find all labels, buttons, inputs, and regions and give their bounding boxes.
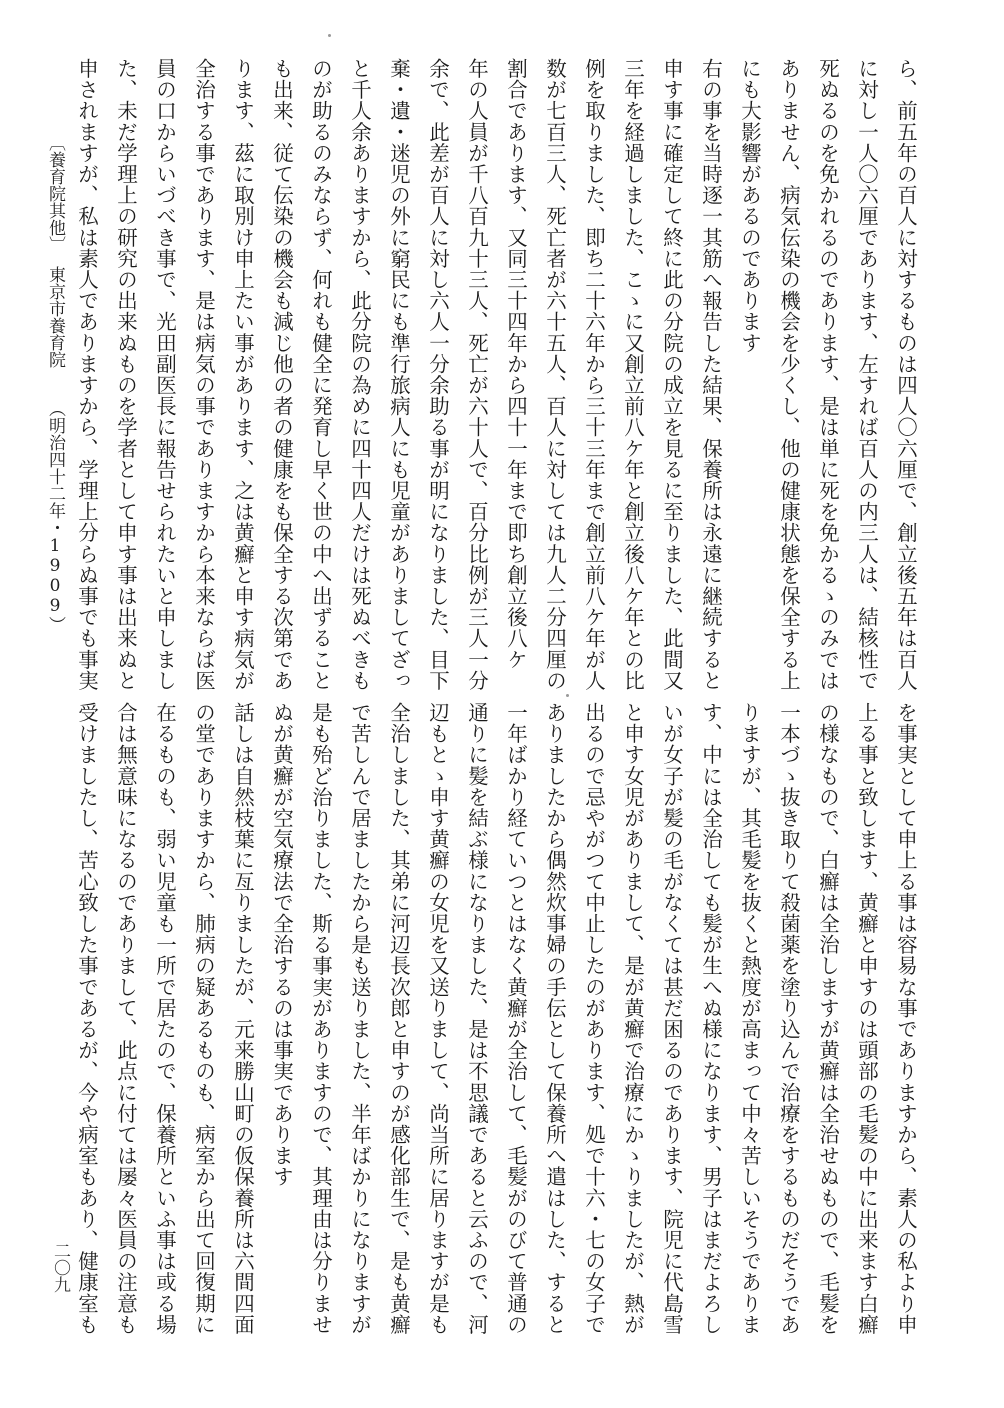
- text-column: と千人余ありますから、此分院の為めに四十四人だけは死ぬべきも: [347, 58, 372, 691]
- text-column: 話しは自然枝葉に亙りましたが、元来勝山町の仮保養所は六間四面: [230, 702, 255, 1335]
- section-header: 〔養育院其他〕: [45, 134, 65, 253]
- text-column: 員の口からいづべき事で、光田副医長に報告せられたいと申しまし: [152, 58, 177, 691]
- text-column: も出来、従て伝染の機会も減じ他の者の健康をも保全する次第であ: [269, 58, 294, 691]
- text-column: す、中には全治しても髪が生へぬ様になります、男子はまだよろし: [698, 702, 723, 1335]
- text-column: ら、前五年の百人に対するものは四人〇六厘で、創立後五年は百人: [893, 58, 918, 691]
- text-column: と申す女児がありまして、是が黄癬で治療にかゝりましたが、熱が: [620, 702, 645, 1335]
- text-column: いが女子が髪の毛がなくては甚だ困るのであります、院児に代島雪: [659, 702, 684, 1335]
- paper-speck: [566, 694, 569, 697]
- text-column: 全治する事であります、是は病気の事でありますから本来ならば医: [191, 58, 216, 691]
- text-column: にも大影響があるのであります: [737, 58, 762, 354]
- text-column: 申す事に確定して終に此の分院の成立を見るに至りました、此間又: [659, 58, 684, 691]
- text-column: 出るので忌やがつて中止したのがあります、処で十六・七の女子で: [581, 702, 606, 1335]
- text-column: ります、茲に取別け申上たい事があります、之は黄癬と申す病気が: [230, 58, 255, 691]
- text-column: 数が七百三人、死亡者が六十五人、百人に対しては九人二分四厘の: [542, 58, 567, 691]
- text-column: 是も殆ど治りました、斯る事実がありますので、其理由は分りませ: [308, 702, 333, 1335]
- text-column: りますが、其毛髪を抜くと熱度が高まって中々苦しいそうでありま: [737, 702, 762, 1335]
- text-column: 例を取りました、即ち二十六年から三十三年まで創立前八ケ年が人: [581, 58, 606, 691]
- page-number: 二〇九: [50, 1242, 70, 1293]
- text-column: を事実として申上る事は容易な事でありますから、素人の私より申: [893, 702, 918, 1335]
- text-column: ぬが黄癬が空気療法で全治するのは事実であります: [269, 702, 294, 1188]
- text-column: 通りに髪を結ぶ様になりました、是は不思議であると云ふので、河: [464, 702, 489, 1335]
- date-header: （明治四十二年・1909）: [45, 400, 65, 633]
- text-column: 死ぬるのを免かれるのであります、是は単に死を免かるゝのみでは: [815, 58, 840, 691]
- text-column: 合は無意味になるのでありまして、此点に付ては屡々医員の注意も: [113, 702, 138, 1335]
- text-column: 三年を経過しました、こゝに又創立前八ケ年と創立後八ケ年との比: [620, 58, 645, 691]
- text-column: 在るものも、弱い児童も一所で居たので、保養所といふ事は或る場: [152, 702, 177, 1335]
- text-column: 申されますが、私は素人でありますから、学理上分らぬ事でも事実: [74, 58, 99, 691]
- text-column: た、未だ学理上の研究の出来ぬものを学者として申す事は出来ぬと: [113, 58, 138, 691]
- text-column: 一本づゝ抜き取りて殺菌薬を塗り込んで治療をするものだそうであ: [776, 702, 801, 1335]
- text-column: の堂でありますから、肺病の疑あるものも、病室から出て回復期に: [191, 702, 216, 1335]
- text-column: のが助るのみならず、何れも健全に発育し早く世の中へ出ずること: [308, 58, 333, 691]
- text-column: 棄・遺・迷児の外に窮民にも準行旅病人にも児童がありましてざっ: [386, 58, 411, 691]
- text-column: 上る事と致します、黄癬と申すのは頭部の毛髪の中に出来ます白癬: [854, 702, 879, 1335]
- source-header: 東京市養育院: [45, 266, 65, 368]
- text-column: で苦しんで居ましたから是も送りました、半年ばかりになりますが: [347, 702, 372, 1335]
- text-column: 受けましたし、苦心致した事であるが、今や病室もあり、健康室も: [74, 702, 99, 1335]
- text-column: に対し一人〇六厘であります、左すれば百人の内三人は、結核性で: [854, 58, 879, 691]
- text-column: 辺もとゝ申す黄癬の女児を又送りまして、尚当所に居りますが是も: [425, 702, 450, 1335]
- text-column: ありません、病気伝染の機会を少くし、他の健康状態を保全する上: [776, 58, 801, 691]
- text-column: の様なもので、白癬は全治しますが黄癬は全治せぬもので、毛髪を: [815, 702, 840, 1335]
- text-column: 全治しました、其弟に河辺長次郎と申すのが感化部生で、是も黄癬: [386, 702, 411, 1335]
- paper-speck: [328, 34, 331, 37]
- text-column: 年の人員が千八百九十三人、死亡が六十人で、百分比例が三人一分: [464, 58, 489, 691]
- text-column: 割合であります、又同三十四年から四十一年まで即ち創立後八ケ: [503, 58, 528, 670]
- text-column: 余で、此差が百人に対し六人一分余助る事が明になりました、目下: [425, 58, 450, 691]
- text-column: 一年ばかり経ていつとはなく黄癬が全治して、毛髪がのびて普通の: [503, 702, 528, 1335]
- text-column: 右の事を当時逐一其筋へ報告した結果、保養所は永遠に継続すると: [698, 58, 723, 691]
- text-column: ありましたから偶然炊事婦の手伝として保養所へ遣はした、すると: [542, 702, 567, 1335]
